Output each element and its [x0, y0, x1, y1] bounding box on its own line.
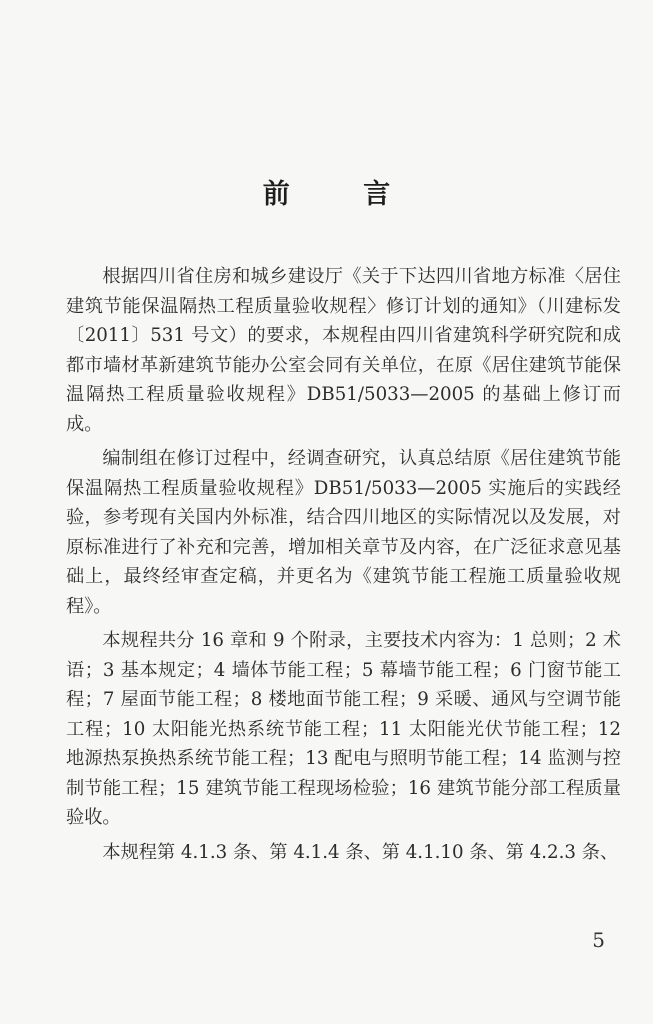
- body-text: [66, 262, 621, 872]
- paragraph-3: 本规程共分 16 章和 9 个附录，主要技术内容为：1 总则；2 术语；3 基本规定；4 墙体节能工程；5 幕墙节能工程；6 门窗节能工程；7 屋面节能工程；8 楼地面节能工程；9 采暖、通风与空调节能工程；10 太阳能光热系统节能工程；11 太阳能光伏节能工程；12 地源热泵换热系统节能工程；13 配电与照明节能工程；14 监测与控制节能工程；15 建筑节能工程现场检验；16 建筑节能分部工程质量验收。: [66, 630, 621, 828]
- paragraph-4: 本规程第 4.1.3 条、第 4.1.4 条、第 4.1.10 条、第 4.2.3 条、: [102, 841, 619, 863]
- page-number: 5: [592, 928, 605, 952]
- paragraph-2: 编制组在修订过程中，经调查研究，认真总结原《居住建筑节能保温隔热工程质量验收规程》DB51/5033—2005 实施后的实践经验，参考现有关国内外标准，结合四川地区的实际情况以及发展，对原标准进行了补充和完善，增加相关章节及内容，在广泛征求意见基础上，最终经审查定稿，并更名为《建筑节能工程施工质量验收规程》。: [66, 448, 621, 617]
- page-title: 前 言: [262, 179, 423, 210]
- paragraph-1: 根据四川省住房和城乡建设厅《关于下达四川省地方标准〈居住建筑节能保温隔热工程质量验收规程〉修订计划的通知》（川建标发〔2011〕531 号文）的要求，本规程由四川省建筑科学研究院和成都市墙材革新建筑节能办公室会同有关单位，在原《居住建筑节能保温隔热工程质量验收规程》DB51/5033—2005 的基础上修订而成。: [66, 266, 621, 435]
